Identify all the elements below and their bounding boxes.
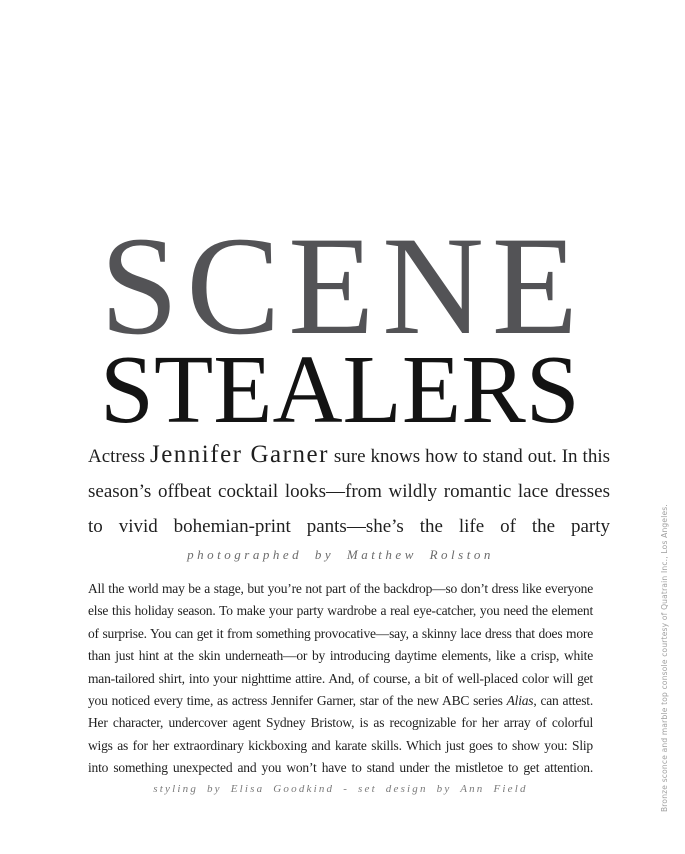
deck-standfirst: [88, 437, 610, 544]
sidebar-photo-props-credit: Bronze sconce and marble top console courtesy of Quatrain Inc., Los Angeles.: [660, 503, 669, 812]
title-letter: E: [288, 208, 375, 364]
title-letter: C: [186, 208, 281, 364]
title-letter: N: [382, 208, 484, 364]
text-segment: Actress: [88, 446, 150, 467]
title-letter: S: [100, 336, 154, 443]
title-letter: L: [342, 336, 402, 443]
title-letter: E: [401, 336, 462, 443]
styling-credit: styling by Elisa Goodkind - set design by Ann Field: [153, 783, 528, 795]
title-letter: T: [153, 336, 214, 443]
article-body: [88, 578, 593, 780]
page-title-line-2: [100, 336, 580, 443]
title-letter: E: [491, 208, 578, 364]
title-letter: S: [100, 208, 179, 364]
photographer-credit: photographed by Matthew Rolston: [187, 547, 494, 562]
text-segment: , can attest. Her character, undercover agent Sydney Bristow, is as recognizable for her array of colorful wigs as for her extraordinary kickboxing and karate skills. Which just goes to show you: Slip into something unexpected and you won’t have to stand under the mistletoe to get attention.: [88, 693, 593, 776]
text-segment-italic: Alias: [506, 693, 534, 709]
title-letter: R: [461, 336, 526, 443]
text-segment: sure knows how to stand out. In this season’s offbeat cocktail looks—from wildly romantic lace dresses to vivid bohemian-print pants—she’s the life of the party: [88, 446, 610, 537]
text-segment: All the world may be a stage, but you’re not part of the backdrop—so don’t dress like everyone else this holiday season. To make your party wardrobe a real eye-catcher, you need the element of surprise. You can get it from something provocative—say, a skinny lace dress that does more than just hint at the skin underneath—or by introducing daytime elements, like a crisp, white man-tailored shirt, into your nighttime attire. And, of course, a bit of well-placed color will get you noticed every time, as actress Jennifer Garner, star of the new ABC series: [88, 581, 593, 709]
title-letter: A: [272, 336, 343, 443]
text-segment-feature: Jennifer Garner: [149, 441, 329, 468]
title-letter: S: [525, 336, 580, 443]
title-letter: E: [213, 336, 273, 443]
